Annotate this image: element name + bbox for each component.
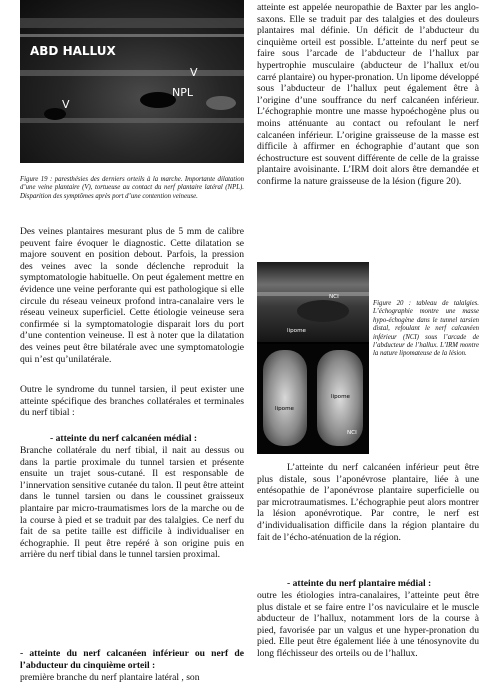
fig20-label-lipome-right: lipome <box>331 394 350 400</box>
figure-20-mri-image <box>257 344 369 454</box>
figure-20-ultrasound-image <box>257 262 369 342</box>
right-paragraph-2: L’atteinte du nerf calcanéen inférieur peut être plus distale, sous l’aponévrose plantaire, liée à une entésopathie de l’aponévrose plantaire superficielle ou par microtraumatismes. L’échographie peut alors montrer la lésion aponévrotique. Par contre, le nerf est d’individualisation difficile dans la région plantaire du fait de l’écho-aténuation de la région. <box>257 462 479 543</box>
fig20-label-nci-bottom: NCI <box>347 430 357 436</box>
left-paragraph-2: Outre le syndrome du tunnel tarsien, il peut exister une atteinte spécifique des branches collatérales et terminales du nerf tibial : <box>20 384 244 419</box>
left-paragraph-4: première branche du nerf plantaire latéral , son <box>20 672 200 683</box>
fig20-label-lipome-left: lipome <box>275 406 294 412</box>
fig19-label-v-right: V <box>190 66 198 79</box>
heading-nerf-calcaneen-medial: - atteinte du nerf calcanéen médial : <box>50 433 198 444</box>
fig20-label-lipome-top: lipome <box>287 328 306 334</box>
fig20-label-nci-top: NCI <box>329 294 339 300</box>
left-paragraph-1: Des veines plantaires mesurant plus de 5 mm de calibre peuvent faire évoquer le diagnostic. Cette dilatation se majore souvent en position debout. Parfois, la pression des veines avec la sonde déclenche reproduit la symptomatologie habituelle. On peut également mettre en évidence une veine perforante qui est pathologique si elle circule du réseau veineux profond intra-canalaire vers le réseau veineux superficiel. Cette étiologie veineuse sera confirmée si la symptomatologie disparait lors du port d’une contention veineuse. Il est à noter que la dilatation des veines peut être bilatérale avec une symptomatologie qui n’est qu’unilatérale. <box>20 226 244 365</box>
figure-19-ultrasound-image <box>20 0 244 163</box>
fig19-label-npl: NPL <box>172 86 193 99</box>
left-paragraph-3: Branche collatérale du nerf tibial, il nait au dessus ou dans la partie proximale du tunnel tarsien et présente ensuite un trajet sous-cutané. Il est responsable de l’innervation sensitive cutanée du talon. Il peut être atteint dans le tunnel tarsien ou dans le coussinet graisseux plantaire par micro-traumatismes lors de la marche ou de la course à pied et se traduit par des talalgies. Ce nerf du fait de sa petite taille est difficile à individualiser en échographie. Il peut être repéré à son origine puis en arrière du nerf tibial dans le tunnel tarsien proximal. <box>20 445 244 561</box>
heading-nerf-calcaneen-inferieur: - atteinte du nerf calcanéen inférieur ou nerf de l’abducteur du cinquième orteil : <box>20 648 244 671</box>
right-paragraph-1: atteinte est appelée neuropathie de Baxter par les anglo-saxons. Elle se traduit par des talalgies et des douleurs plantaires mal définie. Un déficit de l’abducteur du cinquième orteil est possible. L’atteinte du nerf peut se faire sous l’arcade de l’abducteur de l’hallux par hypertrophie musculaire (abducteur de l’hallux et/ou carré plantaire) ou hyper-pronation. Un lipome développé sous l’abducteur de l’hallux peut également être à l’origine d’une souffrance du nerf calcanéen inférieur. L’échographie montre une masse hypoéchogène plus ou moins atténuante au contact ou refoulant le nerf calcanéen inférieur. L’origine graisseuse de la masse est difficile à affirmer en échographie d’autant que son échostructure est souvent différente de celle de la graisse plantaire avoisinante. L’IRM doit alors être demandée et confirme la nature graisseuse de la lésion (figure 20). <box>257 2 479 187</box>
figure-20-images <box>257 262 369 454</box>
fig19-label-v-left: V <box>62 98 70 111</box>
right-paragraph-3: outre les étiologies intra-canalaires, l’atteinte peut être plus distale et se faire entre l’os naviculaire et le muscle abducteur de l’hallux, notamment lors de la course à pied, favorisée par un valgus et une hyper-pronation du pied. Elle peut être également liée à une ténosynovite du long fléchisseur des orteils ou de l’hallux. <box>257 590 479 659</box>
figure-20-caption: Figure 20 : tableau de talalgies. L’échographie montre une masse hypo-échogène dans le tunnel tarsien distal, refoulant le nerf calcanéen inférieur (NCI) sous l’arcade de l’abducteur de l’hallux. L’IRM montre la nature lipomateuse de la lésion. <box>373 300 479 358</box>
fig19-label-abd-hallux: ABD HALLUX <box>30 44 116 58</box>
heading-nerf-plantaire-medial: - atteinte du nerf plantaire médial : <box>287 578 432 589</box>
figure-19-caption: Figure 19 : paresthésies des derniers orteils à la marche. Importante dilatation d’une veine plantaire (V), tortueuse au contact du nerf plantaire latéral (NPL). Disparition des symptômes après port d’une contention veineuse. <box>20 176 244 200</box>
